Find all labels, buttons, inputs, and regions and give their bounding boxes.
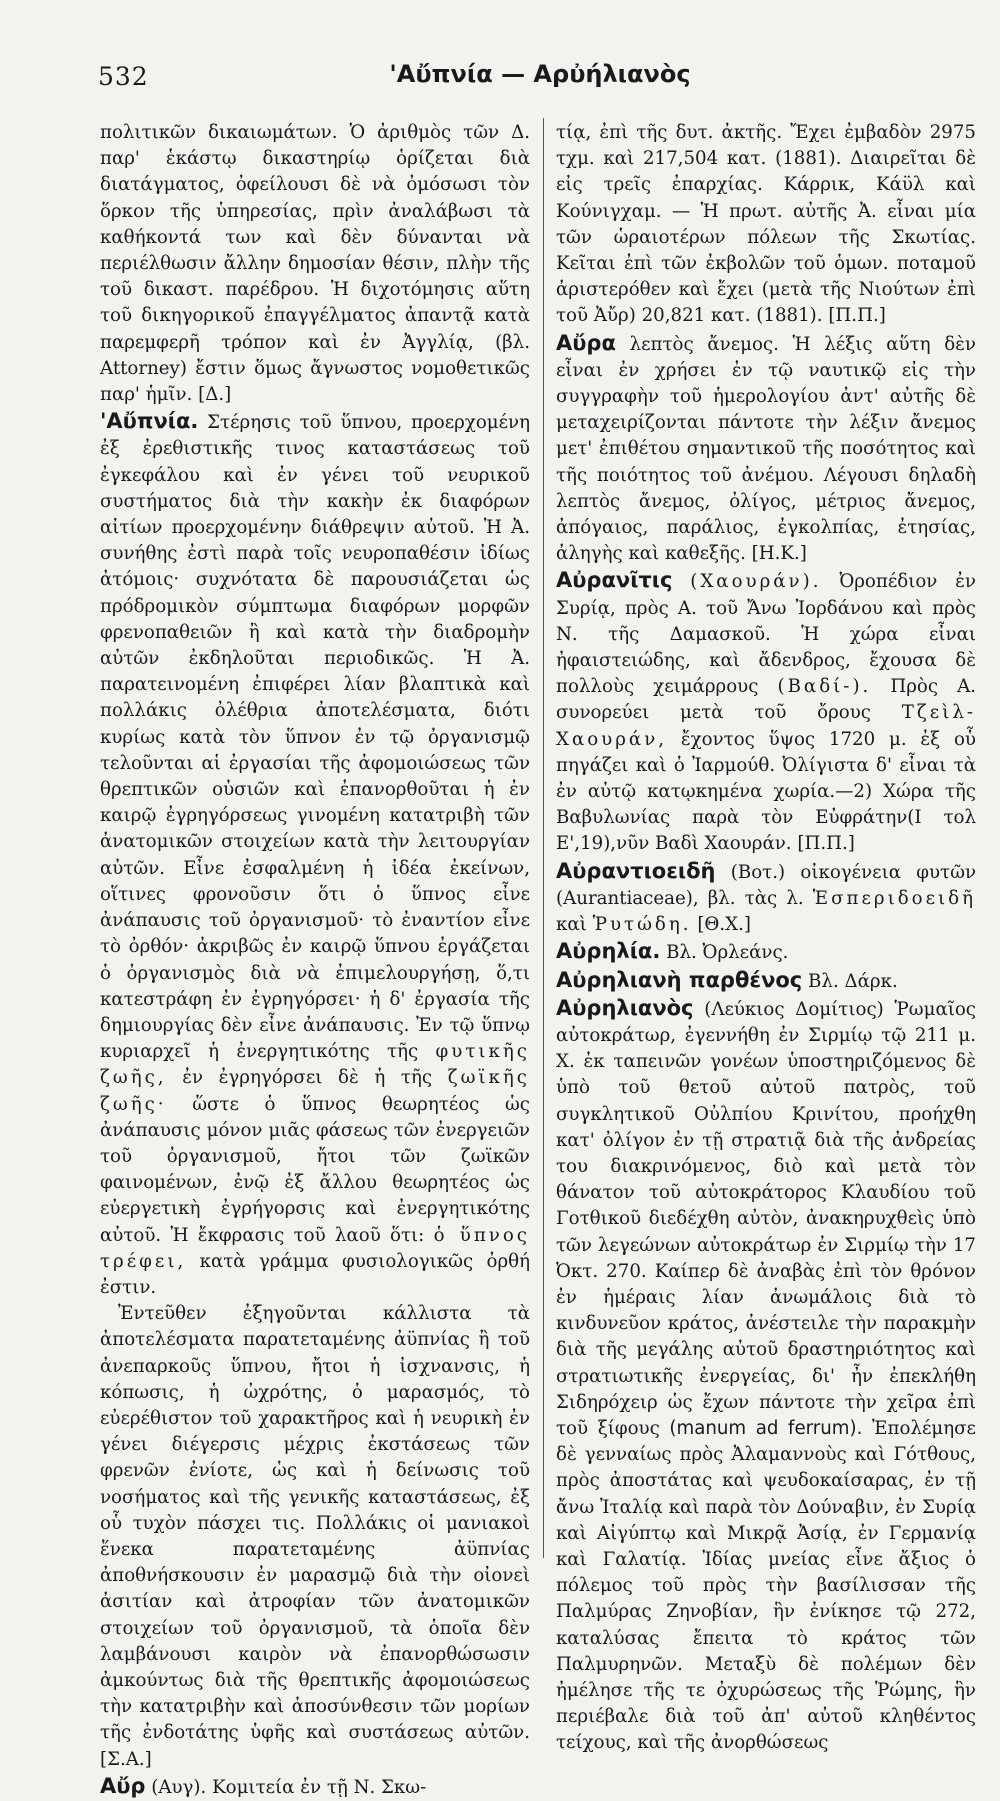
- entry-aypnia: [100, 408, 530, 1301]
- auranitis-wadi: (Βαδί-).: [777, 676, 872, 698]
- entry-ayr-continued: τίᾳ, ἐπὶ τῆς δυτ. ἀκτῆς. Ἔχει ἐμβαδὸν 2975 τχμ. καὶ 217,504 κατ. (1881). Διαιρεῖται δὲ εἰς τρεῖς ἐπαρχίας. Κάρρικ, Κάϋλ καὶ Κούνιγχαμ. — Ἡ πρωτ. αὐτῆς Ἀ. εἶναι μία τῶν ὡραιοτέρων πόλεων τῆς Σκωτίας. Κεῖται ἐπὶ τῶν ἐκβολῶν τοῦ ὁμων. ποταμοῦ ἀριστερόθεν καὶ ἔχει (μετὰ τῆς Νιούτων ἐπὶ τοῦ Ἀὔρ) 20,821 κατ. (1881). [Π.Π.]: [556, 122, 976, 327]
- entry-aurelianos-body: (Λεύκιος Δομίτιος) Ῥωμαῖος αὐτοκράτωρ, ἐγεννήθη ἐν Σιρμίῳ τῷ 211 μ. Χ. ἐκ ταπεινῶν γονέων ὑποστηριζόμενος δὲ ὑπὸ τοῦ θετοῦ αὐτοῦ πατρὸς, τοῦ συγκλητικοῦ Οὐλπίου Κρινίτου, προήχθη κατ' ὀλίγον ἐν τῇ στρατιᾷ διὰ τῆς ἀνδρείας του διακρινόμενος, διὸ καὶ μετὰ τὸν θάνατον τοῦ αὐτοκράτορος Κλαυδίου τοῦ Γοτθικοῦ διεδέχθη αὐτὸν, ἀνακηρυχθεὶς ὑπὸ τῶν λεγεώνων αὐτοκράτωρ ἐν Σιρμίῳ τὴν 17 Ὀκτ. 270. Καίπερ δὲ ἀναβὰς ἐπὶ τὸν θρόνον ἐν ἡμέραις λίαν ἀνωμάλοις διὰ τὸ κινδυνεῦον κράτος, ἀνέστειλε τὴν παρακμὴν διὰ τῆς μεγάλης αὐτοῦ δραστηριότητος καὶ στρατιωτικῆς ἐνεργείας, δι' ἦν ἐπεκλήθη Σιδηρόχειρ ὡς ἔχων πάντοτε τὴν χεῖρα ἐπὶ τοῦ ξίφους: [556, 998, 976, 1439]
- entry-aurantioeidi-end: [Θ.Χ.]: [697, 914, 751, 936]
- entry-aura-body: λεπτὸς ἄνεμος. Ἡ λέξις αὕτη δὲν εἶναι ἐν χρήσει ἐν τῷ ναυτικῷ εἰς τὴν συγγραφὴν τοῦ ἡμερολογίου ἀντ' αὐτῆς δὲ μεταχειρίζονται πάντοτε τὴν λέξιν ἄνεμος μετ' ἐπιθέτου σημαντικοῦ τῆς ποσότητος καὶ τῆς ποιότητος τοῦ ἀνέμου. Λέγουσι δηλαδὴ λεπτὸς ἄνεμος, ὀλίγος, μέτριος ἄνεμος, ἀπόγαιος, παράλιος, ἐγκολπίας, ἐτησίας, ἀληγὴς καὶ καθεξῆς. [Η.Κ.]: [556, 333, 976, 565]
- headword-aurelia: Αὐρηλία.: [556, 939, 661, 964]
- entry-auranitis-body3: ἔχοντος ὕψος 1720 μ. ἐξ οὗ πηγάζει καὶ ὁ Ἰαρμούθ. Ὀλίγιστα δ' εἶναι τὰ ἐν αὐτῷ κατῳκημένα χωρία.—2) Χώρα τῆς Βαβυλωνίας παρὰ τὸν Εὐφράτην(Ι τολ Ε',19),νῦν Βαδὶ Χαουράν. [Π.Π.]: [556, 728, 976, 855]
- auranitis-paren: (Χαουράν).: [690, 571, 822, 593]
- spaced-term-phytikis: φυτικῆς ζωῆς,: [100, 1041, 530, 1089]
- entry-aureliani-parthenos: [556, 967, 976, 995]
- page-number: 532: [98, 62, 149, 91]
- entry-aurantioeidi-and: καὶ: [556, 914, 587, 936]
- headword-aurantioeidi: Αὐραντιοειδῆ: [556, 858, 716, 883]
- right-column: [556, 120, 976, 1754]
- entry-aurelia: [556, 938, 976, 966]
- entry-aypnia-mid2: ὥστε ὁ ὕπνος θεωρητέος ὡς ἀνάπαυσις μόνον μιᾶς φάσεως τῶν ἐνεργειῶν τοῦ ὀργανισμοῦ, ἤτοι τῶν ζωϊκῶν φαινομένων, ἐνῷ ἐξ ἄλλου θεωρητέος ὡς εὐεργετικὴ ἐγρήγορσις καὶ ἐνεργητικότης αὐτοῦ. Ἡ ἔκφρασις τοῦ λαοῦ ὅτι:: [100, 1093, 530, 1246]
- headword-aypnia: 'Αὔπνία.: [100, 409, 199, 434]
- entry-aurelianos: [556, 995, 976, 1757]
- entry-auranitis: [556, 567, 976, 857]
- entry-auranitis-body1: Ὀροπέδιον ἐν Συρίᾳ, πρὸς Α. τοῦ Ἄνω Ἰορδάνου καὶ πρὸς Ν. τῆς Δαμασκοῦ. Ἡ χώρα εἶναι ἠφαιστειώδης, καὶ ἄδενδρος, ἔχουσα δὲ πολλοὺς χειμάρρους: [556, 571, 976, 698]
- entry-aurelia-body: Βλ. Ὀρλεάνς.: [666, 942, 789, 964]
- headword-aurelianos: Αὐρηλιανὸς: [556, 995, 694, 1020]
- headword-aura: Αὔρα: [556, 330, 616, 355]
- column-divider: [543, 118, 544, 1558]
- headword-auranitis: Αὐρανῖτις: [556, 568, 673, 593]
- entry-aurantioeidi-body1: (Βοτ.) οἰκογένεια φυτῶν (Aurantiaceae), βλ. τὰς λ.: [556, 861, 976, 909]
- headword-aureliani-parthenos: Αὐρηλιανὴ παρθένος: [556, 967, 803, 992]
- entry-aurelianos-body2: Ἐπολέμησε δὲ γενναίως πρὸς Ἀλαμαννοὺς καὶ Γότθους, πρὸς ἀποστάτας καὶ ψευδοκαίσαρας, ἐν τῇ ἄνω Ἰταλίᾳ καὶ παρὰ τὸν Δούναβιν, ἐν Συρίᾳ καὶ Αἰγύπτῳ καὶ Μικρᾷ Ἀσίᾳ, ἐν Γερμανίᾳ καὶ Γαλατίᾳ. Ἰδίας μνείας εἶνε ἄξιος ὁ πόλεμος τοῦ πρὸς τὴν βασίλισσαν τῆς Παλμύρας Ζηνοβίαν, ἣν ἐνίκησε τῷ 272, καταλύσας ἔπειτα τὸ κράτος τῶν Παλμυρηνῶν. Μεταξὺ δὲ πολέμων δὲν ἠμέλησε τῆς τε ὀχυρώσεως τῆς Ῥώμης, ἣν περιέβαλε διὰ τοῦ ἀπ' αὐτοῦ κληθέντος τείχους, καὶ τῆς ἀνορθώσεως: [556, 1417, 976, 1754]
- entry-parthenos-body: Βλ. Δάρκ.: [808, 970, 898, 992]
- entry-aypnia-body: Στέρησις τοῦ ὕπνου, προερχομένη ἐξ ἐρεθιστικῆς τινος καταστάσεως τοῦ ἐγκεφάλου καὶ ἐν γένει τοῦ νευρικοῦ συστήματος διὰ τὴν κακὴν ἐκ διαφόρων αἰτίων προερχομένην διάθρεψιν αὐτοῦ. Ἡ Ἀ. συνήθης ἐστὶ παρὰ τοῖς νευροπαθέσιν ἰδίως ἀτόμοις· συχνότατα δὲ παρουσιάζεται ὡς πρόδρομικὸν σύμπτωμα διαφόρων μορφῶν φρενοπαθειῶν ἢ καὶ κατὰ τὴν διαδρομὴν αὐτῶν ἐκδηλοῦται περιοδικῶς. Ἡ Ἀ. παρατεινομένη ἐπιφέρει λίαν βλαπτικὰ καὶ πολλάκις ὀλέθρια ἀποτελέσματα, διότι κυρίως κατὰ τὸν ὕπνον ἐν τῷ ὀργανισμῷ τελοῦνται αἱ ἐργασίαι τῆς ἀφομοιώσεως τῶν θρεπτικῶν οὐσιῶν καὶ ἐπανορθοῦται ἡ ἐν καιρῷ ἐγρηγόρσεως γινομένη κατατριβὴ τῶν ἀνατομικῶν στοιχείων κατὰ τὴν λειτουργίαν αὐτῶν. Εἶνε ἐσφαλμένη ἡ ἰδέα ἐκείνων, οἵτινες φρονοῦσιν ὅτι ὁ ὕπνος εἶνε ἀνάπαυσις τοῦ ὀργανισμοῦ· τὸ ἐναντίον εἶνε τὸ ὀρθόν· ἀκριβῶς ἐν καιρῷ ὕπνου ἐργάζεται ὁ ὀργανισμὸς διὰ νὰ ἐπιμελουργήσῃ, ὅ,τι κατεστράφη ἐν ἐγρηγόρσει· ἡ δ' ἐργασία τῆς δημιουργίας δὲν εἶνε ἀνάπαυσις. Ἐν τῷ ὕπνῳ κυριαρχεῖ ἡ ἐνεργητικότης τῆς: [100, 412, 530, 1063]
- headword-ayr: Αὔρ: [100, 1773, 146, 1798]
- entry-ayr-body: (Αυγ). Κομιτεία ἐν τῇ Ν. Σκω-: [151, 1776, 427, 1798]
- entry-aypnia-mid1: ἐν ἐγρηγόρσει δὲ ἡ τῆς: [182, 1067, 433, 1089]
- latin-phrase: (manum ad ferrum).: [669, 1417, 863, 1439]
- auranitis-mountain: Τζεὶλ-Χαουράν,: [556, 702, 976, 750]
- spaced-term-zoikis: ζωϊκῆς ζωῆς·: [100, 1067, 530, 1115]
- crossref-rytodi: Ῥυτώδη.: [592, 914, 692, 936]
- spaced-quote: ὁ ὕπνος τρέφει,: [100, 1224, 530, 1272]
- entry-aura: [556, 330, 976, 568]
- crossref-esperidoeidi: Ἑσπεριδοειδῆ: [812, 887, 976, 909]
- entry-aurantioeidi: [556, 858, 976, 939]
- left-column: [100, 120, 530, 1798]
- entry-auranitis-body2: Πρὸς Α. συνορεύει μετὰ τοῦ ὄρους: [556, 676, 976, 724]
- entry-aypnia-mid3: κατὰ γράμμα φυσιολογικῶς ὀρθή ἐστιν.: [100, 1250, 530, 1298]
- running-head: 'Αὔπνία — Αρὐήλιανὸς: [389, 60, 691, 88]
- entry-aypnia-paragraph2: Ἐντεῦθεν ἐξηγοῦνται κάλλιστα τὰ ἀποτελέσματα παρατεταμένης ἀϋπνίας ἢ τοῦ ἀνεπαρκοῦς ὕπνου, ἤτοι ἡ ἰσχνανσις, ἡ κόπωσις, ἡ ὠχρότης, ὁ μαρασμός, τὸ εὐερέθιστον τοῦ χαρακτῆρος καὶ ἡ νευρικὴ ἐν γένει διέγερσις μέχρις ἐκστάσεως τῶν φρενῶν ἐνίοτε, ὡς καὶ ἡ δείνωσις τοῦ νοσήματος καὶ τῆς γενικῆς καταστάσεως, ἐξ οὗ τυχὸν πάσχει τις. Πολλάκις οἱ μανιακοὶ ἕνεκα παρατεταμένης ἀϋπνίας ἀποθνήσκουσιν ἐν μαρασμῷ διὰ τὴν οἰονεὶ ἀσιτίαν καὶ ἀτροφίαν τῶν ἀνατομικῶν στοιχείων τοῦ ὀργανισμοῦ, τὰ ὁποῖα δὲν λαμβάνουσι καιρὸν νὰ ἐπανορθώσωσιν ἀμκούντως διὰ τῆς θρεπτικῆς ἀφομοιώσεως τὴν κατατριβὴν καὶ ἀποσύνθεσιν τῶν μορίων τῆς ἐνδοτάτης ὑφῆς καὶ συστάσεως αὐτῶν. [Σ.Α.]: [100, 1303, 530, 1770]
- continued-entry-text: πολιτικῶν δικαιωμάτων. Ὁ ἀριθμὸς τῶν Δ. παρ' ἑκάστῳ δικαστηρίῳ ὁρίζεται διὰ διατάγματος, ὀφείλουσι δὲ νὰ ὀμόσωσι τὸν ὅρκον τῆς ὑπηρεσίας, πρὶν ἀναλάβωσι τὰ καθήκοντά των καὶ δὲν δύνανται νὰ περιέλθωσιν ἄλλην δημοσίαν θέσιν, πλὴν τῆς τοῦ δικαστ. παρέδρου. Ἡ διχοτόμησις αὕτη τοῦ δικηγορικοῦ ἐπαγγέλματος ἀπαντᾷ κατὰ παρεμφερῆ τρόπον καὶ ἐν Ἀγγλίᾳ, (βλ. Attorney) ἔστιν ὅμως ἄγνωστος νομοθετικῶς παρ' ἡμῖν. [Δ.]: [100, 122, 530, 406]
- page-header: [0, 58, 1000, 98]
- entry-ayr: [100, 1773, 530, 1801]
